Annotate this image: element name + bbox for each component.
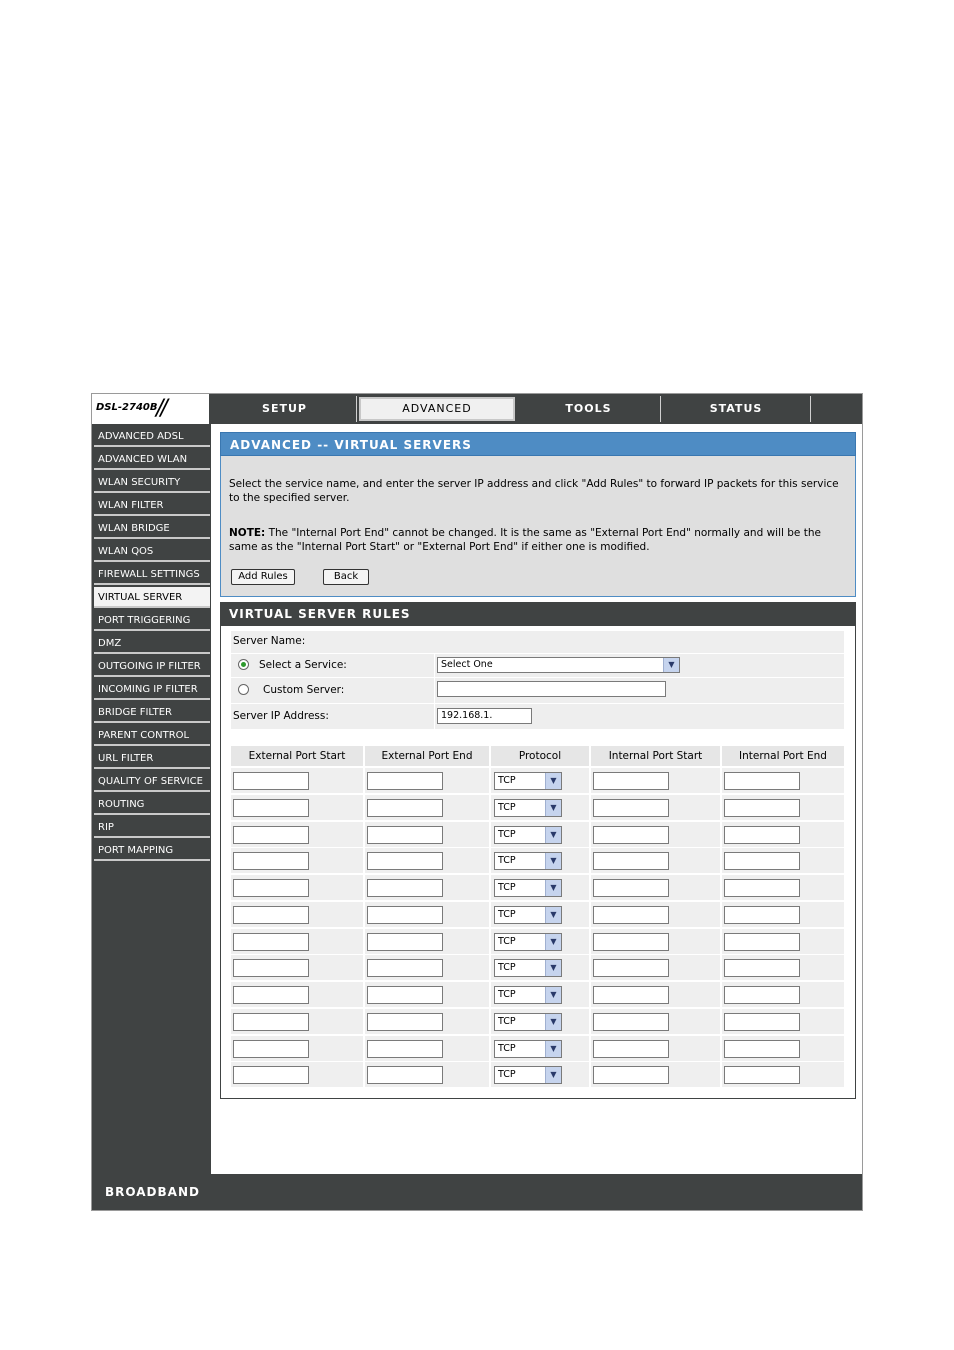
sidebar-item-rip[interactable]: RIP (94, 817, 210, 838)
custom-server-input[interactable] (437, 681, 666, 697)
internal-port-start-input[interactable] (593, 959, 669, 977)
protocol-value: TCP (498, 908, 516, 920)
server-ip-input[interactable]: 192.168.1. (437, 708, 532, 724)
table-cell (491, 768, 589, 793)
note-text (229, 526, 849, 554)
internal-port-end-input[interactable] (724, 826, 800, 844)
internal-port-start-input[interactable] (593, 1066, 669, 1084)
table-cell (231, 982, 363, 1007)
server-ip-row (231, 704, 434, 729)
table-cell (491, 929, 589, 954)
sidebar-item-url-filter[interactable]: URL FILTER (94, 748, 210, 769)
table-cell (231, 1036, 363, 1061)
table-cell (491, 1036, 589, 1061)
table-row (231, 982, 844, 1008)
table-cell (591, 1036, 720, 1061)
protocol-select[interactable] (494, 986, 562, 1004)
sidebar-item-port-triggering[interactable]: PORT TRIGGERING (94, 610, 210, 631)
tab-status[interactable]: STATUS (662, 396, 811, 422)
note-body: The "Internal Port End" cannot be changed. It is the same as "External Port End" normally and will be the same as the "Internal Port Start" or "External Port End" if either one is modified. (229, 527, 821, 553)
external-port-end-input[interactable] (367, 1040, 443, 1058)
table-cell (231, 875, 363, 900)
external-port-start-input[interactable] (233, 852, 309, 870)
advanced-virtual-servers-body (220, 456, 856, 597)
table-cell (591, 955, 720, 980)
protocol-value: TCP (498, 1069, 516, 1081)
table-cell (722, 795, 844, 820)
external-port-start-input[interactable] (233, 879, 309, 897)
sidebar-item-routing[interactable]: ROUTING (94, 794, 210, 815)
table-cell (365, 768, 489, 793)
table-cell (491, 902, 589, 927)
internal-port-start-input[interactable] (593, 1013, 669, 1031)
top-navigation-bar (92, 394, 862, 424)
chevron-down-icon: ▼ (545, 934, 561, 950)
chevron-down-icon: ▼ (545, 1014, 561, 1030)
sidebar-item-bridge-filter[interactable]: BRIDGE FILTER (94, 702, 210, 723)
table-cell (365, 929, 489, 954)
table-cell (591, 875, 720, 900)
table-row (231, 875, 844, 901)
col-external-port-end: External Port End (365, 746, 489, 766)
sidebar-item-wlan-security[interactable]: WLAN SECURITY (94, 472, 210, 493)
internal-port-end-input[interactable] (724, 1066, 800, 1084)
internal-port-end-input[interactable] (724, 986, 800, 1004)
internal-port-start-input[interactable] (593, 879, 669, 897)
sidebar-item-wlan-qos[interactable]: WLAN QOS (94, 541, 210, 562)
chevron-down-icon: ▼ (545, 960, 561, 976)
external-port-start-input[interactable] (233, 933, 309, 951)
custom-server-label: Custom Server: (263, 684, 345, 696)
table-cell (491, 1009, 589, 1034)
table-cell (365, 795, 489, 820)
protocol-value: TCP (498, 801, 516, 813)
col-protocol: Protocol (491, 746, 589, 766)
chevron-down-icon: ▼ (545, 907, 561, 923)
external-port-end-input[interactable] (367, 933, 443, 951)
protocol-value: TCP (498, 1015, 516, 1027)
internal-port-end-input[interactable] (724, 1040, 800, 1058)
service-select[interactable] (437, 657, 680, 673)
tab-blank (812, 396, 862, 422)
table-cell (591, 929, 720, 954)
table-cell (591, 902, 720, 927)
custom-server-cell (435, 678, 844, 703)
protocol-value: TCP (498, 855, 516, 867)
table-cell (722, 929, 844, 954)
table-cell (722, 1009, 844, 1034)
virtual-server-rules-section (220, 602, 856, 1099)
table-cell (491, 875, 589, 900)
logo (92, 394, 211, 424)
table-cell (231, 1062, 363, 1087)
external-port-end-input[interactable] (367, 879, 443, 897)
table-cell (231, 768, 363, 793)
table-row (231, 1036, 844, 1062)
table-cell (365, 1009, 489, 1034)
col-internal-port-end: Internal Port End (722, 746, 844, 766)
advanced-virtual-servers-header: ADVANCED -- VIRTUAL SERVERS (220, 432, 856, 456)
internal-port-start-input[interactable] (593, 986, 669, 1004)
tab-advanced[interactable]: ADVANCED (359, 397, 515, 421)
external-port-start-input[interactable] (233, 772, 309, 790)
protocol-select[interactable] (494, 1066, 562, 1084)
table-row (231, 1062, 844, 1088)
internal-port-end-input[interactable] (724, 959, 800, 977)
external-port-start-input[interactable] (233, 1013, 309, 1031)
sidebar-item-quality-of-service[interactable]: QUALITY OF SERVICE (94, 771, 210, 792)
external-port-end-input[interactable] (367, 959, 443, 977)
table-cell (722, 822, 844, 847)
table-cell (365, 982, 489, 1007)
external-port-start-input[interactable] (233, 826, 309, 844)
external-port-start-input[interactable] (233, 1040, 309, 1058)
table-cell (365, 822, 489, 847)
external-port-end-input[interactable] (367, 852, 443, 870)
table-cell (722, 848, 844, 873)
external-port-start-input[interactable] (233, 799, 309, 817)
table-cell (365, 1062, 489, 1087)
sidebar-item-port-mapping[interactable]: PORT MAPPING (94, 840, 210, 861)
protocol-select[interactable] (494, 799, 562, 817)
internal-port-start-input[interactable] (593, 933, 669, 951)
tab-setup[interactable]: SETUP (213, 396, 357, 422)
footer-bar (92, 1174, 862, 1210)
select-service-row (231, 654, 434, 677)
table-cell (365, 955, 489, 980)
table-row (231, 768, 844, 794)
custom-server-row (231, 678, 434, 703)
protocol-select[interactable] (494, 879, 562, 897)
sidebar-item-advanced-adsl[interactable]: ADVANCED ADSL (94, 426, 210, 447)
model-name: DSL-2740B (96, 402, 158, 413)
chevron-down-icon: ▼ (545, 1067, 561, 1083)
port-rules-table (231, 746, 844, 1088)
protocol-select[interactable] (494, 906, 562, 924)
server-ip-cell (435, 704, 844, 729)
table-cell (722, 955, 844, 980)
internal-port-end-input[interactable] (724, 799, 800, 817)
table-cell (491, 795, 589, 820)
table-cell (365, 1036, 489, 1061)
external-port-end-input[interactable] (367, 986, 443, 1004)
server-name-row (231, 631, 844, 653)
select-service-label: Select a Service: (259, 659, 347, 671)
internal-port-start-input[interactable] (593, 1040, 669, 1058)
table-row (231, 1009, 844, 1035)
external-port-start-input[interactable] (233, 959, 309, 977)
select-service-cell (435, 654, 844, 677)
table-cell (231, 848, 363, 873)
table-cell (491, 822, 589, 847)
table-cell (365, 902, 489, 927)
protocol-select[interactable] (494, 852, 562, 870)
note-label: NOTE: (229, 527, 266, 539)
chevron-down-icon: ▼ (545, 1041, 561, 1057)
external-port-start-input[interactable] (233, 1066, 309, 1084)
table-row (231, 795, 844, 821)
internal-port-end-input[interactable] (724, 772, 800, 790)
protocol-value: TCP (498, 935, 516, 947)
external-port-end-input[interactable] (367, 772, 443, 790)
table-cell (231, 902, 363, 927)
table-cell (231, 795, 363, 820)
protocol-select[interactable] (494, 772, 562, 790)
table-cell (722, 982, 844, 1007)
add-rules-button[interactable]: Add Rules (231, 569, 295, 585)
internal-port-end-input[interactable] (724, 1013, 800, 1031)
external-port-end-input[interactable] (367, 826, 443, 844)
footer-brand: BROADBAND (105, 1185, 200, 1199)
chevron-down-icon: ▼ (545, 800, 561, 816)
server-name-label: Server Name: (233, 635, 306, 647)
table-row (231, 929, 844, 955)
sidebar (92, 424, 211, 1174)
external-port-start-input[interactable] (233, 986, 309, 1004)
table-cell (231, 929, 363, 954)
protocol-value: TCP (498, 989, 516, 1000)
table-cell (722, 1062, 844, 1087)
protocol-value: TCP (498, 1042, 516, 1054)
internal-port-start-input[interactable] (593, 852, 669, 870)
logo-slashes-icon: // (156, 396, 165, 421)
table-cell (491, 982, 589, 1007)
chevron-down-icon: ▼ (545, 853, 561, 869)
internal-port-end-input[interactable] (724, 906, 800, 924)
table-cell (591, 848, 720, 873)
internal-port-end-input[interactable] (724, 879, 800, 897)
protocol-value: TCP (498, 775, 516, 786)
internal-port-end-input[interactable] (724, 933, 800, 951)
select-service-radio[interactable] (238, 659, 249, 670)
chevron-down-icon: ▼ (545, 827, 561, 843)
protocol-select[interactable] (494, 933, 562, 951)
sidebar-item-dmz[interactable]: DMZ (94, 633, 210, 654)
external-port-end-input[interactable] (367, 1066, 443, 1084)
sidebar-item-virtual-server[interactable]: VIRTUAL SERVER (94, 587, 210, 608)
table-cell (722, 875, 844, 900)
custom-server-radio[interactable] (238, 684, 249, 695)
table-cell (722, 768, 844, 793)
table-cell (591, 768, 720, 793)
table-cell (491, 848, 589, 873)
sidebar-item-incoming-ip-filter[interactable]: INCOMING IP FILTER (94, 679, 210, 700)
sidebar-item-wlan-bridge[interactable]: WLAN BRIDGE (94, 518, 210, 539)
sidebar-item-wlan-filter[interactable]: WLAN FILTER (94, 495, 210, 516)
chevron-down-icon: ▼ (663, 658, 679, 672)
table-cell (591, 1009, 720, 1034)
chevron-down-icon: ▼ (545, 987, 561, 1003)
table-cell (231, 822, 363, 847)
table-cell (722, 902, 844, 927)
protocol-select[interactable] (494, 1040, 562, 1058)
virtual-server-rules-header: VIRTUAL SERVER RULES (221, 603, 855, 626)
sidebar-item-outgoing-ip-filter[interactable]: OUTGOING IP FILTER (94, 656, 210, 677)
internal-port-start-input[interactable] (593, 826, 669, 844)
table-cell (591, 982, 720, 1007)
tab-tools[interactable]: TOOLS (517, 396, 661, 422)
table-cell (491, 1062, 589, 1087)
external-port-end-input[interactable] (367, 906, 443, 924)
table-row (231, 955, 844, 981)
table-cell (365, 875, 489, 900)
protocol-value: TCP (498, 828, 516, 840)
table-cell (231, 955, 363, 980)
external-port-start-input[interactable] (233, 906, 309, 924)
chevron-down-icon: ▼ (545, 880, 561, 896)
sidebar-item-firewall-settings[interactable]: FIREWALL SETTINGS (94, 564, 210, 585)
internal-port-start-input[interactable] (593, 906, 669, 924)
table-row (231, 822, 844, 848)
table-cell (591, 795, 720, 820)
internal-port-start-input[interactable] (593, 799, 669, 817)
protocol-select[interactable] (494, 1013, 562, 1031)
external-port-end-input[interactable] (367, 799, 443, 817)
table-cell (365, 848, 489, 873)
server-ip-label: Server IP Address: (233, 710, 329, 722)
table-cell (231, 1009, 363, 1034)
table-cell (591, 822, 720, 847)
router-admin-frame (91, 393, 863, 1211)
table-cell (722, 1036, 844, 1061)
table-row (231, 902, 844, 928)
sidebar-item-advanced-wlan[interactable]: ADVANCED WLAN (94, 449, 210, 470)
internal-port-start-input[interactable] (593, 772, 669, 790)
protocol-value: TCP (498, 962, 516, 974)
back-button[interactable]: Back (323, 569, 369, 585)
sidebar-item-parent-control[interactable]: PARENT CONTROL (94, 725, 210, 746)
table-row (231, 848, 844, 874)
intro-text: Select the service name, and enter the server IP address and click "Add Rules" to forward IP packets for this service to the specified server. (229, 478, 839, 504)
service-select-value: Select One (441, 659, 493, 670)
table-cell (591, 1062, 720, 1087)
chevron-down-icon: ▼ (545, 773, 561, 789)
external-port-end-input[interactable] (367, 1013, 443, 1031)
col-external-port-start: External Port Start (231, 746, 363, 766)
protocol-select[interactable] (494, 826, 562, 844)
internal-port-end-input[interactable] (724, 852, 800, 870)
col-internal-port-start: Internal Port Start (591, 746, 720, 766)
protocol-select[interactable] (494, 959, 562, 977)
table-cell (491, 955, 589, 980)
protocol-value: TCP (498, 882, 516, 893)
